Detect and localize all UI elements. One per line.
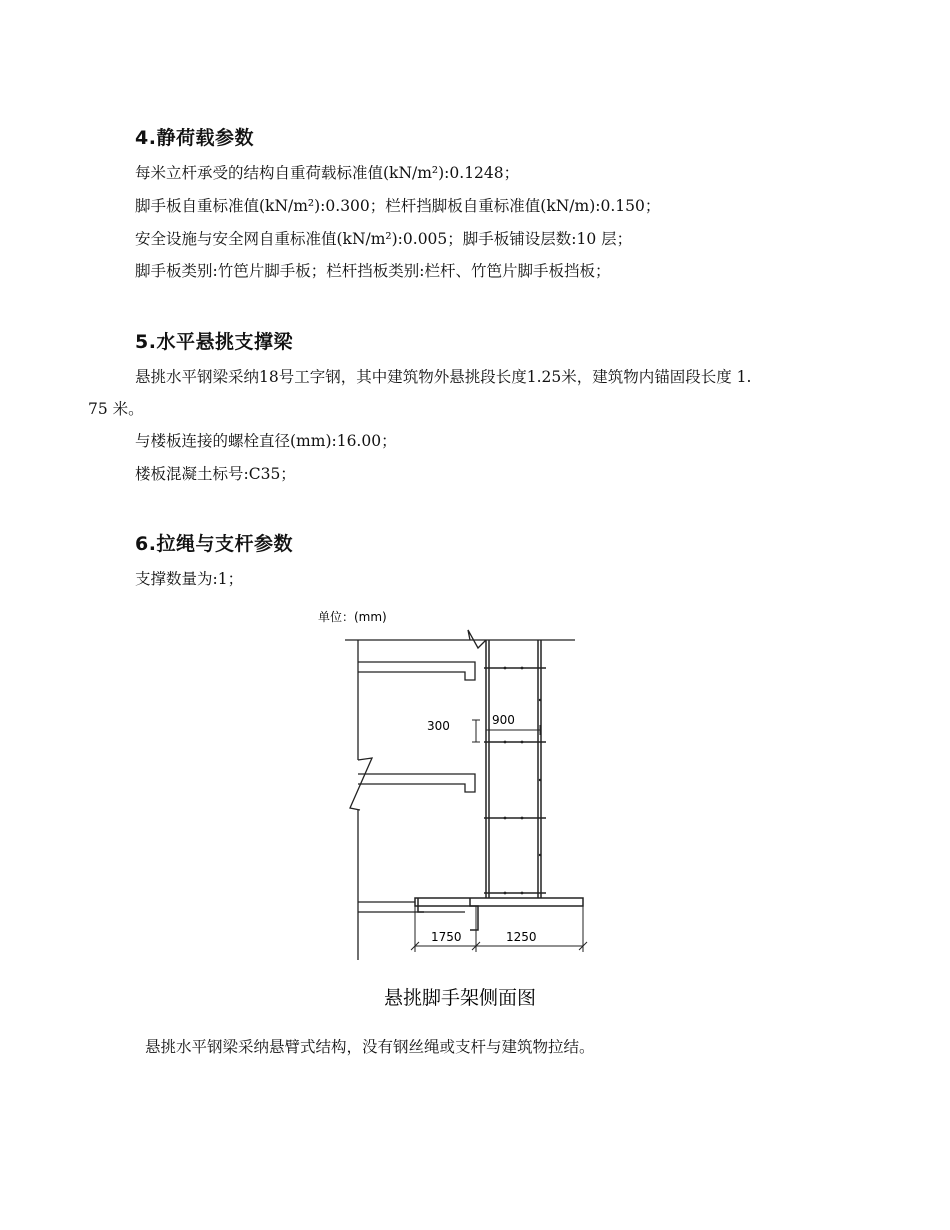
unit-label: 单位：(mm): [318, 610, 387, 624]
dimension-900-label: 900: [492, 713, 515, 727]
figure-caption: 悬挑脚手架侧面图: [383, 987, 537, 1009]
section-6-line: 支撑数量为:1；: [135, 570, 244, 588]
dimension-1250-label: 1250: [506, 930, 537, 944]
dimension-bottom: [411, 906, 587, 952]
section-4-line-1: 每米立杆承受的结构自重荷载标准值(kN/m²):0.1248；: [135, 164, 520, 182]
section-5-heading: 5.水平悬挑支撑梁: [135, 331, 293, 353]
section-5-paragraph-line-1: 悬挑水平钢梁采纳18号工字钢，其中建筑物外悬挑段长度1.25米，建筑物内锚固段长度 1.: [135, 368, 752, 386]
scaffold-frame: [415, 640, 583, 930]
dimension-300-label: 300: [427, 719, 450, 733]
scaffold-side-view-figure: [300, 600, 620, 1030]
section-4-line-2: 脚手板自重标准值(kN/m²):0.300；栏杆挡脚板自重标准值(kN/m):0.150；: [135, 197, 661, 215]
dimension-300: [472, 720, 480, 742]
section-5-line-bolt: 与楼板连接的螺栓直径(mm):16.00；: [135, 432, 397, 450]
scaffold-diagram: [300, 600, 620, 1030]
section-4-line-3: 安全设施与安全网自重标准值(kN/m²):0.005；脚手板铺设层数:10 层；: [135, 230, 633, 248]
section-4-heading: 4.静荷载参数: [135, 127, 254, 149]
section-6-heading: 6.拉绳与支杆参数: [135, 533, 293, 555]
section-4-line-4: 脚手板类别:竹笆片脚手板；栏杆挡板类别:栏杆、竹笆片脚手板挡板；: [135, 262, 611, 280]
section-5-line-concrete: 楼板混凝土标号:C35；: [135, 465, 296, 483]
scaffold-nodes: [504, 667, 542, 895]
section-5-paragraph-line-2: 75 米。: [88, 400, 144, 418]
footer-text: 悬挑水平钢梁采纳悬臂式结构，没有钢丝绳或支杆与建筑物拉结。: [145, 1038, 595, 1056]
dimension-1750-label: 1750: [431, 930, 462, 944]
